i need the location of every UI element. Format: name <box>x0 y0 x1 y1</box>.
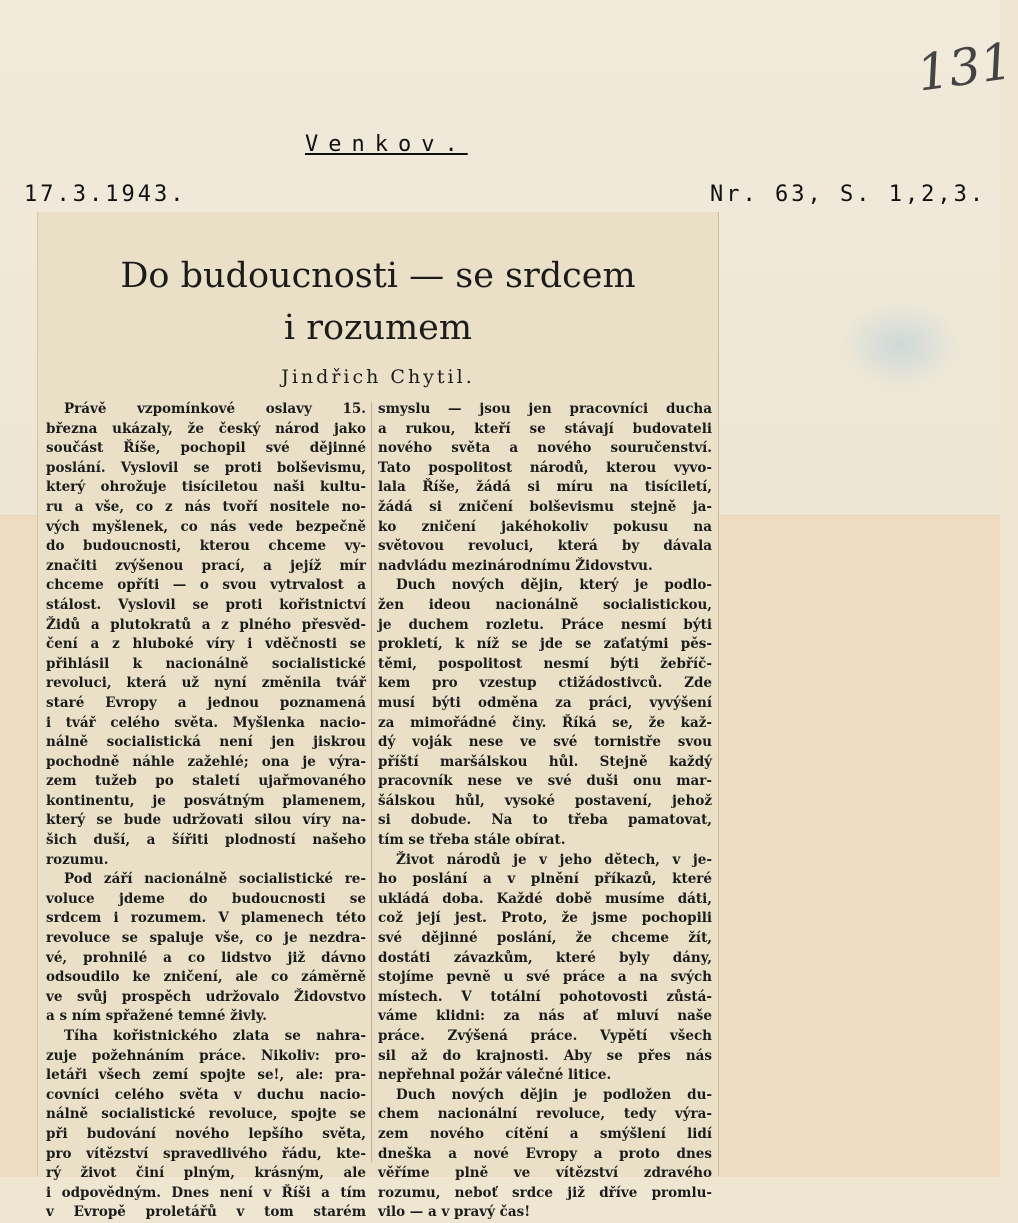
text-line: staré Evropy a jednou poznamená <box>46 694 366 711</box>
text-line: covníci celého světa v duchu nacio- <box>46 1086 366 1103</box>
text-line: nálně socialistické revoluce, spojte se <box>46 1106 366 1123</box>
text-line: Pod září nacionálně socialistické re- <box>64 871 366 888</box>
date-label: 17.3.1943. <box>24 182 187 207</box>
text-line: tím se třeba stále obírat. <box>378 832 566 849</box>
text-line: šálskou hůl, vysoké postavení, jehož <box>378 792 712 809</box>
text-line: i tvář celého světa. Myšlenka nacio- <box>46 714 366 731</box>
text-line: revoluce se spaluje vše, co je nezdra- <box>46 930 366 947</box>
text-line: dý voják nese ve své tornistře svou <box>378 734 712 751</box>
text-line: ho poslání a v plnění příkazů, které <box>378 871 712 888</box>
text-line: vé, prohnilé a co lidstvo již dávno <box>46 949 366 966</box>
text-line: práce. Zvýšená práce. Vypětí všech <box>378 1028 712 1044</box>
text-line: ve svůj prospěch udržovalo Židovstvo <box>46 988 366 1005</box>
text-line: rozumu. <box>46 851 109 868</box>
text-line: chem nacionální revoluce, tedy výra- <box>378 1106 712 1123</box>
headline <box>38 250 718 354</box>
headline-line-1: Do budoucnosti — se srdcem <box>120 256 636 296</box>
text-line: v Evropě proletářů v tom starém <box>46 1204 366 1221</box>
text-line: kem pro vzestup ctižádostivců. Zde <box>378 675 712 692</box>
newspaper-clipping <box>38 212 718 1221</box>
text-line: věříme plně ve vítězství zdravého <box>378 1165 712 1182</box>
text-line: Život národů je v jeho dětech, v je- <box>396 851 712 868</box>
text-line: stojíme pevně u své práce a na svých <box>378 969 712 986</box>
text-line: který se bude udržovati silou víry na- <box>46 812 366 829</box>
text-line: smyslu — jsou jen pracovníci ducha <box>378 401 712 417</box>
right-column <box>378 400 712 1223</box>
text-line: který ohrožuje tisíciletou naši kultu- <box>46 479 366 496</box>
source-title: Venkov. <box>305 132 468 157</box>
handwritten-page-number: 131 <box>913 31 1017 103</box>
text-line: Židů a plutokratů a z plného přesvěd- <box>46 616 366 633</box>
text-line: příští maršálskou hůl. Stejně každý <box>378 753 712 770</box>
text-line: vilo — a v pravý čas! <box>378 1204 531 1221</box>
text-line: Duch nových dějin, který je podlo- <box>396 577 712 594</box>
text-line: stálost. Vyslovil se proti kořistnictví <box>46 596 366 613</box>
text-line: voluce jdeme do budoucnosti se <box>46 890 366 907</box>
text-line: odsoudilo ke zničení, ale co záměrně <box>46 969 366 986</box>
text-line: března ukázaly, že český národ jako <box>46 420 366 437</box>
text-line: sil až do krajnosti. Aby se přes nás <box>378 1047 712 1064</box>
text-line: poslání. Vyslovil se proti bolševismu, <box>46 459 366 476</box>
text-line: ukládá doba. Každé době musíme dáti, <box>378 890 712 907</box>
text-line: Tíha kořistnického zlata se nahra- <box>64 1028 366 1044</box>
text-line: pracovník nese ve své duši onu mar- <box>378 773 712 790</box>
text-line: rý život činí plným, krásným, ale <box>46 1165 366 1182</box>
column-divider <box>371 402 372 1162</box>
text-line: žen ideou nacionálně socialistickou, <box>378 596 712 613</box>
text-line: nálně socialistická není jen jiskrou <box>46 734 366 751</box>
text-line: zem nového cítění a smýšlení lidí <box>378 1125 712 1142</box>
text-line: ru a vše, co z nás tvoří nositele no- <box>46 498 366 515</box>
text-line: čení a z hluboké víry i vděčnosti se <box>46 636 366 653</box>
ink-stain <box>840 300 960 390</box>
author-byline: Jindřich Chytil. <box>281 366 475 388</box>
text-line: Právě vzpomínkové oslavy 15. <box>64 401 366 417</box>
reference-label: Nr. 63, S. 1,2,3. <box>710 182 987 207</box>
text-line: vých myšlenek, co nás vede bezpečně <box>46 518 366 535</box>
text-line: lala Říše, žádá si míru na tisíciletí, <box>378 479 712 496</box>
text-line: rozumu, neboť srdce již dříve promlu- <box>378 1184 712 1201</box>
text-line: své dějinné poslání, že chceme žít, <box>378 930 712 947</box>
text-line: šich duší, a šířiti plodností našeho <box>46 832 366 849</box>
text-line: revoluci, která už nyní změnila tvář <box>46 675 366 692</box>
text-line: dostáti závazkům, které byly dány, <box>378 949 712 966</box>
text-line: chceme opříti — o svou vytrvalost a <box>46 577 366 594</box>
text-line: si dobude. Na to třeba pamatovat, <box>378 812 712 829</box>
text-line: a rukou, kteří se stávají budovateli <box>378 420 712 437</box>
text-line: Duch nových dějin je podložen du- <box>396 1086 712 1103</box>
text-line: prokletí, k níž se jde se zaťatými pěs- <box>378 636 712 653</box>
text-line: za mimořádné činy. Říká se, že kaž- <box>378 714 712 731</box>
text-line: musí býti odměna za práci, vyvýšení <box>378 694 712 711</box>
text-line: při budování nového lepšího světa, <box>46 1125 366 1142</box>
text-line: místech. V totální pohotovosti zůstá- <box>378 988 712 1005</box>
text-line: i odpovědným. Dnes není v Říši a tím <box>46 1184 366 1201</box>
text-line: je duchem rozletu. Práce nesmí býti <box>378 616 712 633</box>
left-column <box>46 400 366 1223</box>
text-line: nadvládu mezinárodnímu Židovstvu. <box>378 557 653 574</box>
headline-line-2: i rozumem <box>283 308 473 348</box>
text-line: nepřehnal požár válečné litice. <box>378 1067 612 1084</box>
text-line: dneška a nové Evropy a proto dnes <box>378 1145 712 1162</box>
text-line: těmi, pospolitost nesmí býti žebříč- <box>378 655 712 672</box>
text-line: letáři všech zemí spojte se!, ale: pra- <box>46 1067 366 1084</box>
text-line: ko zničení jakéhokoliv pokusu na <box>378 518 712 535</box>
text-line: pro vítězství spravedlivého řádu, kte- <box>46 1145 366 1162</box>
text-line: zuje požehnáním práce. Nikoliv: pro- <box>46 1047 366 1064</box>
text-line: značiti zvýšenou prací, a jejíž mír <box>46 557 366 574</box>
text-line: přihlásil k nacionálně socialistické <box>46 655 366 672</box>
text-line: a s ním spřažené temné živly. <box>46 1008 267 1025</box>
text-line: kontinentu, je posvátným plamenem, <box>46 792 366 809</box>
text-line: do budoucnosti, kterou chceme vy- <box>46 538 366 555</box>
text-line: světovou revoluci, která by dávala <box>378 538 712 555</box>
text-line: žádá si zničení bolševismu stejně ja- <box>378 498 712 515</box>
text-line: Tato pospolitost národů, kterou vyvo- <box>378 459 712 476</box>
text-line: váme klidni: za nás ať mluví naše <box>378 1008 712 1025</box>
text-line: zem tužeb po staletí ujařmovaného <box>46 773 366 790</box>
text-line: nového světa a nového souručenství. <box>378 440 712 457</box>
text-line: součást Říše, pochopil své dějinné <box>46 440 366 457</box>
text-line: srdcem i rozumem. V plamenech této <box>46 910 366 927</box>
text-line: což její jest. Proto, že jsme pochopili <box>378 910 712 927</box>
text-line: pochodně náhle zažehlé; ona je výra- <box>46 753 366 770</box>
